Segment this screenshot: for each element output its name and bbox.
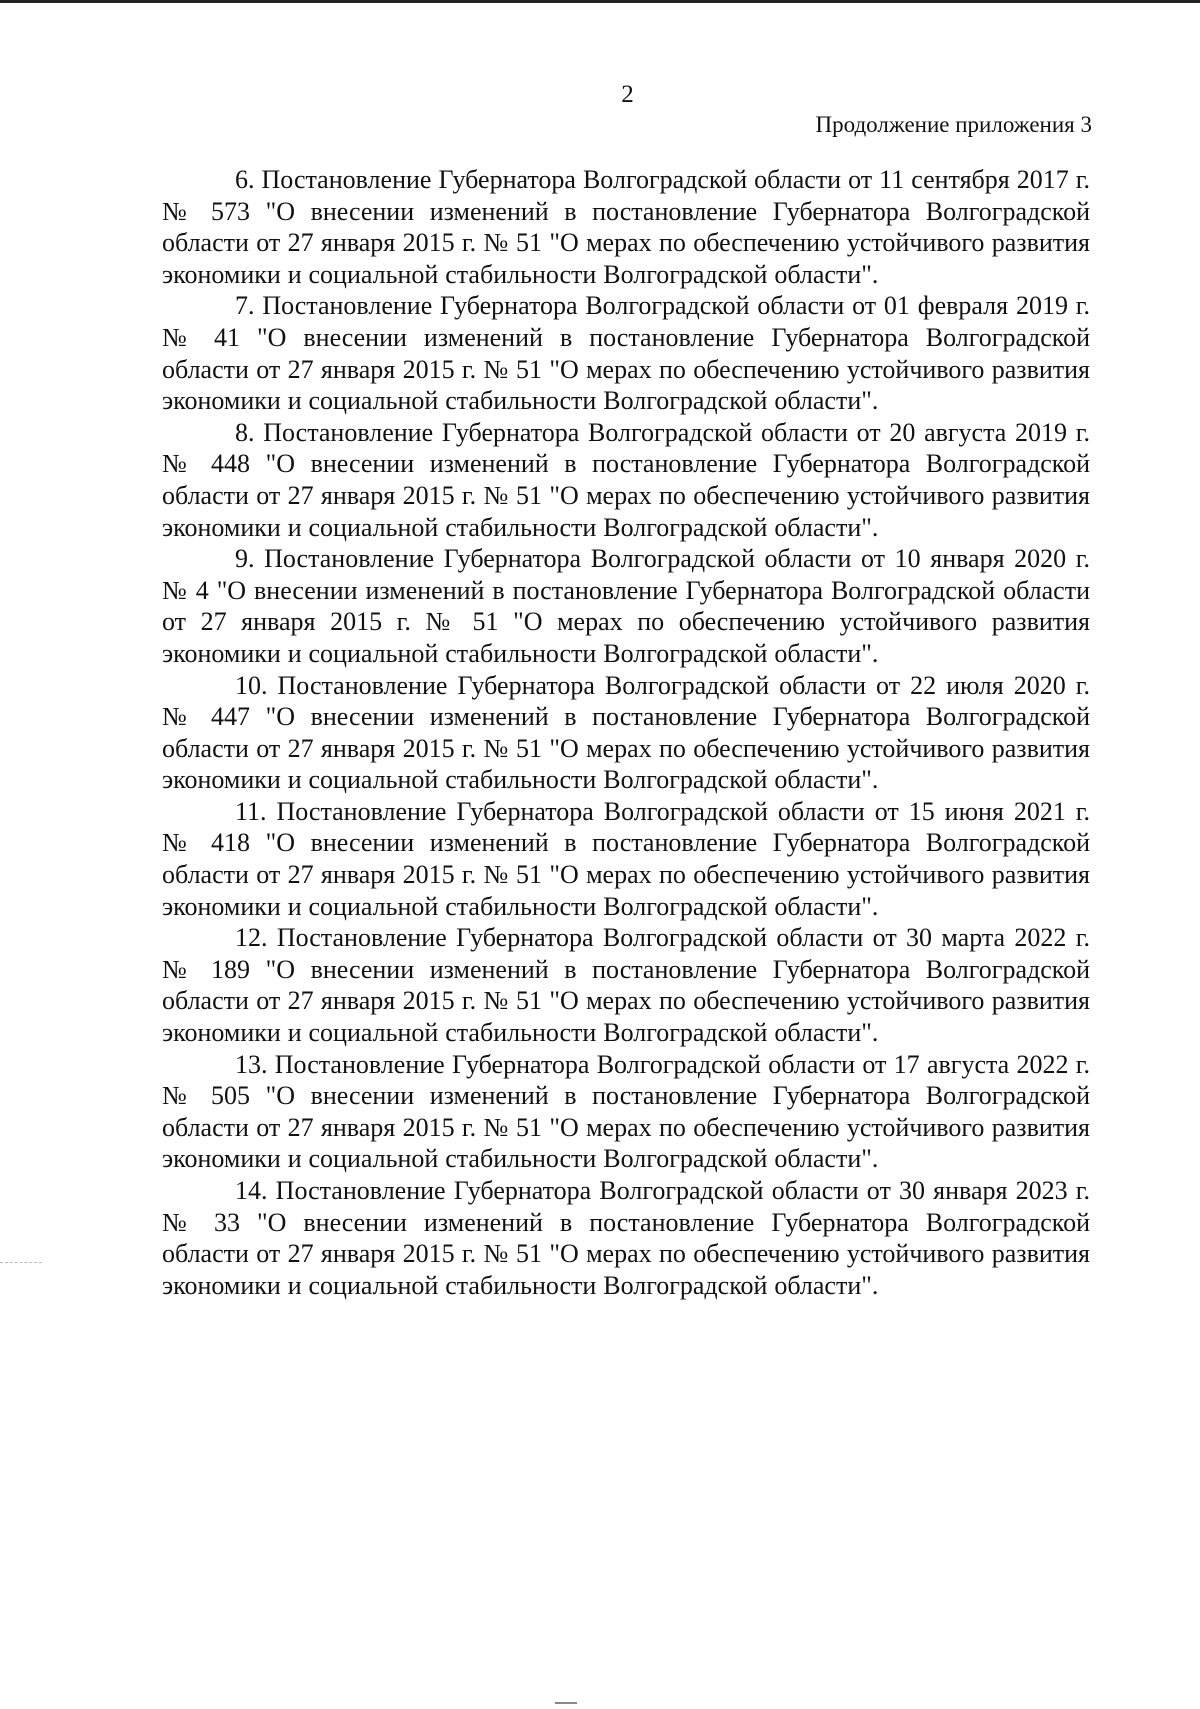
list-item: 7. Постановление Губернатора Волгоградской области от 01 февраля 2019 г. № 41 "О внесении изменений в постановление Губернатора Волгоградской области от 27 января 2015 г. № 51 "О мерах по обеспечению устойчивого развития экономики и социальной стабильности Волгоградской области".: [162, 291, 1090, 416]
list-item: 11. Постановление Губернатора Волгоградской области от 15 июня 2021 г. № 418 "О внесении изменений в постановление Губернатора Волгоградской области от 27 января 2015 г. № 51 "О мерах по обеспечению устойчивого развития экономики и социальной стабильности Волгоградской области".: [162, 796, 1090, 921]
list-item: 14. Постановление Губернатора Волгоградской области от 30 января 2023 г. № 33 "О внесении изменений в постановление Губернатора Волгоградской области от 27 января 2015 г. № 51 "О мерах по обеспечению устойчивого развития экономики и социальной стабильности Волгоградской области".: [162, 1176, 1090, 1300]
page-number: 2: [621, 81, 634, 108]
list-item: 10. Постановление Губернатора Волгоградской области от 22 июля 2020 г. № 447 "О внесении изменений в постановление Губернатора Волгоградской области от 27 января 2015 г. № 51 "О мерах по обеспечению устойчивого развития экономики и социальной стабильности Волгоградской области".: [162, 670, 1090, 795]
list-item: 9. Постановление Губернатора Волгоградской области от 10 января 2020 г. № 4 "О внесении изменений в постановление Губернатора Волгоградской области от 27 января 2015 г. № 51 "О мерах по обеспечению устойчивого развития экономики и социальной стабильности Волгоградской области".: [162, 544, 1090, 668]
list-item: 8. Постановление Губернатора Волгоградской области от 20 августа 2019 г. № 448 "О внесении изменений в постановление Губернатора Волгоградской области от 27 января 2015 г. № 51 "О мерах по обеспечению устойчивого развития экономики и социальной стабильности Волгоградской области".: [162, 417, 1090, 542]
list-item: 13. Постановление Губернатора Волгоградской области от 17 августа 2022 г. № 505 "О внесении изменений в постановление Губернатора Волгоградской области от 27 января 2015 г. № 51 "О мерах по обеспечению устойчивого развития экономики и социальной стабильности Волгоградской области".: [162, 1049, 1090, 1174]
scan-edge-line: [0, 0, 1200, 3]
scan-bottom-mark: [555, 1702, 577, 1704]
list-item: 6. Постановление Губернатора Волгоградской области от 11 сентября 2017 г. № 573 "О внесении изменений в постановление Губернатора Волгоградской области от 27 января 2015 г. № 51 "О мерах по обеспечению устойчивого развития экономики и социальной стабильности Волгоградской области".: [162, 165, 1090, 289]
scan-margin-mark: [0, 1262, 42, 1263]
document-body: [162, 164, 1090, 1301]
list-item: 12. Постановление Губернатора Волгоградской области от 30 марта 2022 г. № 189 "О внесении изменений в постановление Губернатора Волгоградской области от 27 января 2015 г. № 51 "О мерах по обеспечению устойчивого развития экономики и социальной стабильности Волгоградской области".: [162, 923, 1090, 1048]
appendix-continuation-label: Продолжение приложения 3: [815, 112, 1092, 137]
